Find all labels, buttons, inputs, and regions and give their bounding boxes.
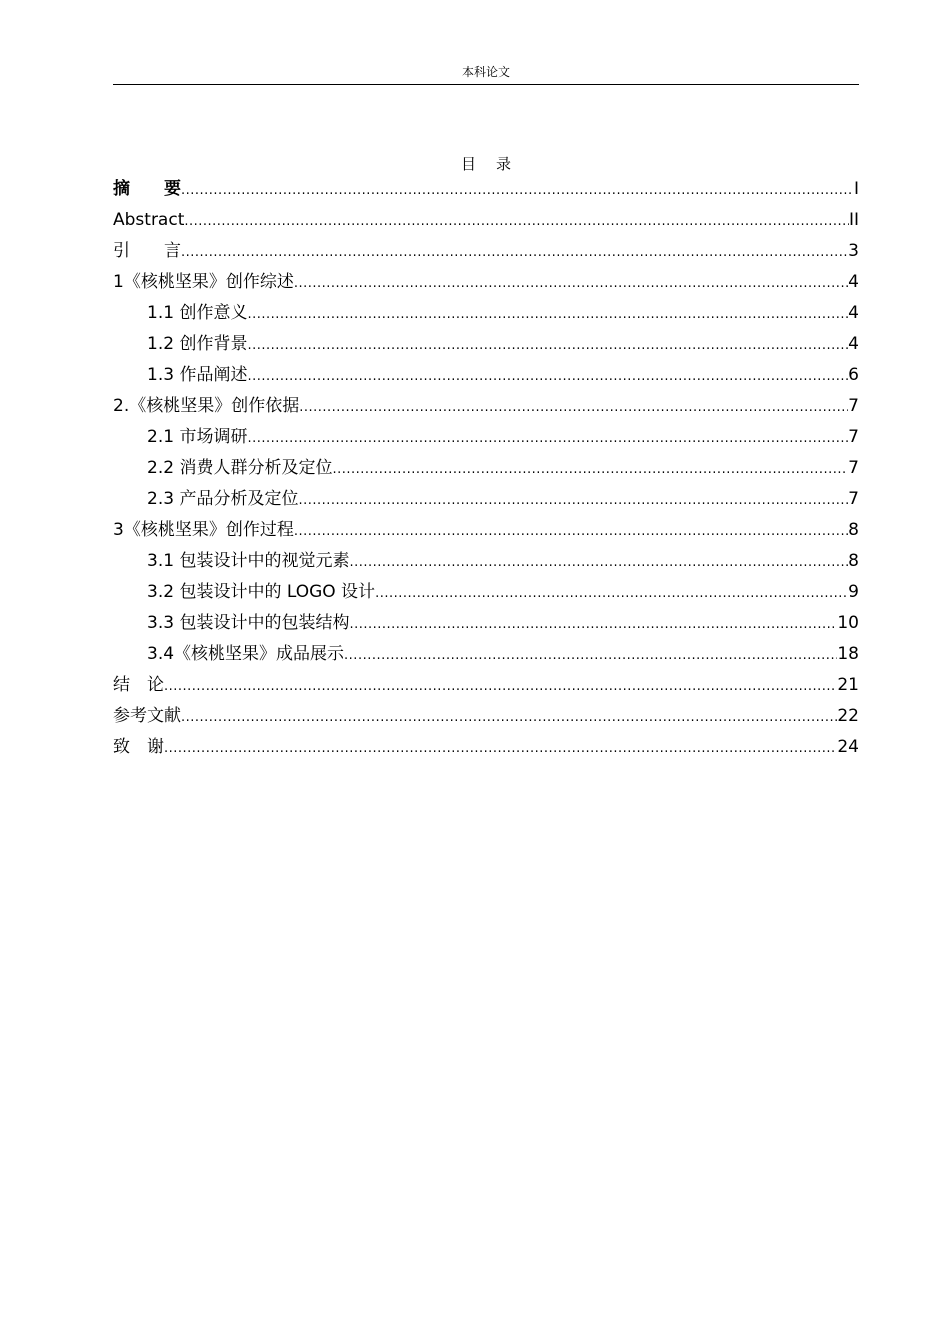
toc-dot-leader — [299, 392, 848, 423]
toc-dot-leader — [349, 547, 848, 578]
toc-entry-label: 2.1 市场调研 — [147, 427, 248, 447]
toc-entry-label: 1.3 作品阐述 — [147, 365, 248, 385]
toc-entry-page-number: 21 — [837, 675, 859, 695]
toc-entry-label: 2.2 消费人群分析及定位 — [147, 458, 333, 478]
header-text: 本科论文 — [461, 65, 510, 79]
toc-dot-leader — [247, 330, 848, 361]
toc-entry[interactable] — [113, 205, 859, 236]
toc-dot-leader — [164, 733, 837, 764]
toc-entry-page-number: 4 — [848, 303, 859, 323]
page-header — [113, 62, 859, 85]
toc-dot-leader — [349, 609, 837, 640]
toc-entry[interactable] — [113, 608, 859, 639]
toc-entry-label: 结 论 — [113, 675, 164, 695]
toc-entry[interactable] — [113, 453, 859, 484]
toc-entry-page-number: 4 — [848, 272, 859, 292]
table-of-contents — [113, 174, 859, 763]
toc-entry[interactable] — [113, 391, 859, 422]
toc-entry-page-number: 7 — [848, 489, 859, 509]
toc-entry[interactable] — [113, 267, 859, 298]
toc-entry-page-number: I — [853, 179, 859, 199]
toc-entry[interactable] — [113, 422, 859, 453]
toc-entry-label: 引 言 — [113, 241, 181, 261]
toc-dot-leader — [247, 423, 848, 454]
toc-dot-leader — [298, 485, 848, 516]
toc-entry-page-number: 8 — [848, 520, 859, 540]
toc-title: 目录 — [460, 155, 531, 173]
toc-dot-leader — [247, 299, 848, 330]
toc-entry-label: 3.1 包装设计中的视觉元素 — [147, 551, 350, 571]
toc-entry-page-number: 3 — [848, 241, 859, 261]
toc-dot-leader — [247, 361, 848, 392]
toc-entry-page-number: 8 — [848, 551, 859, 571]
toc-entry[interactable] — [113, 515, 859, 546]
toc-entry-page-number: 9 — [848, 582, 859, 602]
toc-entry[interactable] — [113, 360, 859, 391]
toc-dot-leader — [164, 671, 837, 702]
toc-entry-page-number: 7 — [848, 427, 859, 447]
toc-entry[interactable] — [113, 546, 859, 577]
toc-dot-leader — [181, 175, 854, 206]
toc-entry-page-number: 18 — [837, 644, 859, 664]
toc-entry-label: 3.4《核桃坚果》成品展示 — [147, 644, 345, 664]
toc-dot-leader — [184, 206, 849, 237]
toc-entry-label: 参考文献 — [113, 706, 181, 726]
toc-entry-page-number: 6 — [848, 365, 859, 385]
toc-entry[interactable] — [113, 236, 859, 267]
toc-entry-label: 3.3 包装设计中的包装结构 — [147, 613, 350, 633]
toc-entry-label: 1《核桃坚果》创作综述 — [113, 272, 294, 292]
toc-entry-label: Abstract — [113, 210, 185, 230]
toc-entry[interactable] — [113, 484, 859, 515]
toc-entry-label: 2.3 产品分析及定位 — [147, 489, 299, 509]
toc-entry-label: 1.2 创作背景 — [147, 334, 248, 354]
toc-entry[interactable] — [113, 174, 859, 205]
toc-entry[interactable] — [113, 732, 859, 763]
toc-dot-leader — [294, 516, 848, 547]
toc-dot-leader — [181, 702, 837, 733]
toc-entry-label: 2.《核桃坚果》创作依据 — [113, 396, 300, 416]
toc-entry-page-number: 4 — [848, 334, 859, 354]
toc-entry[interactable] — [113, 577, 859, 608]
toc-entry-page-number: 22 — [837, 706, 859, 726]
toc-entry[interactable] — [113, 298, 859, 329]
toc-entry-label: 3《核桃坚果》创作过程 — [113, 520, 294, 540]
toc-entry-label: 摘 要 — [113, 179, 181, 199]
toc-entry-page-number: 7 — [848, 458, 859, 478]
toc-entry[interactable] — [113, 639, 859, 670]
toc-dot-leader — [332, 454, 848, 485]
toc-dot-leader — [294, 268, 848, 299]
toc-entry-page-number: II — [848, 210, 859, 230]
toc-entry[interactable] — [113, 329, 859, 360]
toc-dot-leader — [375, 578, 848, 609]
toc-entry-page-number: 24 — [837, 737, 859, 757]
toc-entry-page-number: 10 — [837, 613, 859, 633]
toc-dot-leader — [344, 640, 837, 671]
toc-entry-label: 1.1 创作意义 — [147, 303, 248, 323]
toc-entry[interactable] — [113, 701, 859, 732]
toc-entry-label: 致 谢 — [113, 737, 164, 757]
toc-entry-page-number: 7 — [848, 396, 859, 416]
toc-entry[interactable] — [113, 670, 859, 701]
toc-dot-leader — [181, 237, 848, 268]
toc-entry-label: 3.2 包装设计中的 LOGO 设计 — [147, 582, 376, 602]
